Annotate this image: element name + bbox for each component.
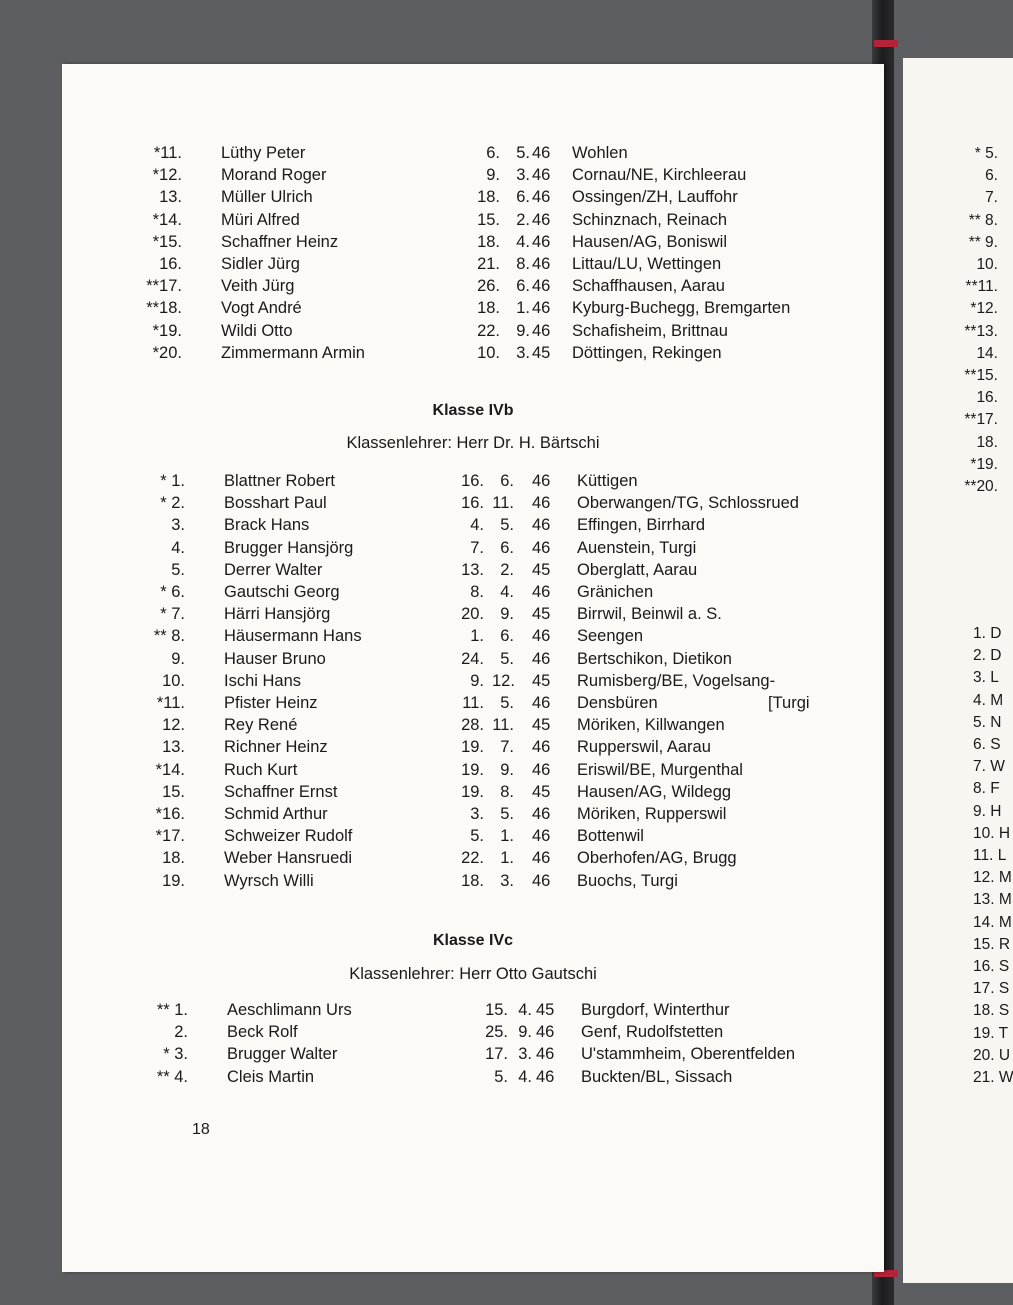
birth-year: 46 [532, 210, 551, 229]
student-name: Bosshart Paul [224, 494, 327, 513]
right-page-fragment: * 5. [974, 145, 998, 162]
birth-day: 13. [461, 560, 484, 579]
birth-year: 46 [532, 627, 551, 646]
student-name: Ruch Kurt [224, 760, 298, 779]
student-number: 5. [171, 560, 185, 579]
birth-day: 24. [461, 649, 484, 668]
student-name: Weber Hansruedi [224, 849, 353, 868]
right-page-fragment: 5. N [973, 713, 1002, 731]
student-number: *11. [153, 144, 182, 162]
student-name: Vogt André [221, 299, 302, 318]
birth-year: 45 [532, 716, 551, 735]
student-number: 13. [162, 738, 185, 757]
places: Densbüren [577, 694, 658, 712]
right-page-fragment: 21. W [973, 1069, 1013, 1086]
birth-month: 4. [500, 583, 514, 601]
birth-month: 5. [500, 694, 514, 712]
birth-day: 11. [462, 694, 484, 712]
student-number: * 7. [160, 605, 185, 624]
student-number: *15. [152, 232, 182, 251]
right-page-fragment: 6. S [973, 736, 1001, 753]
right-page-fragment: ** 9. [968, 233, 998, 251]
student-name: Brack Hans [224, 516, 310, 535]
places: Gränichen [577, 583, 654, 601]
student-name: Hauser Bruno [224, 649, 326, 668]
birth-month: 1. [500, 849, 514, 868]
birth-day: 9. [486, 166, 500, 185]
birth-month: 3. [516, 343, 530, 362]
birth-year: 46 [532, 516, 551, 535]
birth-year: 45 [532, 560, 551, 579]
birth-year: 46 [532, 760, 551, 779]
student-name: Veith Jürg [221, 277, 295, 296]
places: Seengen [577, 627, 644, 646]
birth-day: 18. [477, 232, 500, 251]
right-page-fragment: 10. [976, 256, 998, 273]
birth-day: 19. [461, 738, 484, 757]
right-page-fragment: 11. L [973, 847, 1007, 864]
right-page-fragment: 12. M [973, 869, 1012, 887]
right-page-fragment: **13. [964, 322, 998, 340]
places: Rupperswil, Aarau [577, 738, 711, 757]
page-number: 18 [192, 1121, 210, 1138]
left-page [62, 64, 884, 1272]
right-page-fragment: 2. D [973, 647, 1002, 665]
student-number: 19. [162, 871, 185, 890]
places: Möriken, Killwangen [577, 716, 725, 735]
birth-year: 46 [532, 299, 551, 318]
birth-month: 3. [516, 166, 530, 185]
birth-day: 6. [486, 144, 500, 162]
right-page-fragment: ** 8. [968, 211, 998, 229]
places: Buochs, Turgi [577, 871, 678, 890]
student-name: Pfister Heinz [224, 694, 318, 712]
student-number: 2. [174, 1023, 188, 1042]
right-page-fragment: 17. S [973, 980, 1010, 998]
places: Ossingen/ZH, Lauffohr [572, 188, 738, 207]
student-name: Aeschlimann Urs [227, 1001, 352, 1019]
birth-year: 46 [532, 649, 551, 668]
birth-year: 46 [532, 188, 551, 207]
birth-day: 3. [470, 805, 484, 823]
birth-year: 46 [532, 472, 551, 490]
places: Eriswil/BE, Murgenthal [577, 760, 743, 779]
student-number: 9. [171, 649, 185, 668]
student-number: *14. [155, 760, 185, 779]
birth-month: 4. [518, 1001, 532, 1019]
birth-year: 46 [532, 538, 551, 557]
student-number: * 3. [163, 1045, 188, 1064]
birth-year: 46 [532, 277, 551, 296]
right-page-fragment: 8. F [973, 780, 1000, 798]
student-number: *11. [156, 694, 185, 712]
places: Schafisheim, Brittnau [572, 321, 728, 340]
student-number: * 6. [160, 583, 185, 601]
birth-day: 16. [461, 494, 484, 513]
birth-year: 45 [532, 343, 551, 362]
right-page-fragment: 14. M [973, 913, 1012, 931]
birth-month: 1. [500, 827, 514, 846]
places: Oberhofen/AG, Brugg [577, 849, 737, 868]
birth-day: 10. [477, 343, 500, 362]
birth-month: 8. [500, 782, 514, 801]
section-title-ivc: Klasse IVc [432, 932, 514, 949]
student-number: *19. [152, 321, 182, 340]
places: Hausen/AG, Boniswil [572, 232, 727, 251]
birth-year: 46 [532, 871, 551, 890]
places: Auenstein, Turgi [577, 538, 697, 557]
birth-month: 6. [516, 277, 530, 296]
student-number: * 2. [160, 494, 185, 513]
student-name: Schmid Arthur [224, 805, 328, 823]
birth-month: 6. [500, 538, 514, 557]
student-name: Sidler Jürg [221, 255, 300, 273]
student-number: 4. [171, 538, 185, 557]
places: U'stammheim, Oberentfelden [581, 1045, 796, 1064]
teacher-line-ivb: Klassenlehrer: Herr Dr. H. Bärtschi [346, 434, 600, 452]
student-number: **18. [146, 299, 182, 318]
teacher-line-ivc: Klassenlehrer: Herr Otto Gautschi [349, 965, 597, 983]
right-page-fragment: 19. T [973, 1024, 1009, 1042]
birth-month: 2. [516, 210, 530, 229]
birth-day: 17. [485, 1045, 508, 1064]
birth-month: 6. [516, 188, 530, 207]
birth-day: 5. [470, 827, 484, 846]
places: Küttigen [577, 472, 638, 490]
birth-month: 11. [492, 716, 514, 735]
student-name: Ischi Hans [224, 671, 302, 690]
birth-day: 19. [461, 782, 484, 801]
birth-year: 45 [532, 782, 551, 801]
student-number: *17. [155, 827, 185, 846]
right-page-fragment: 3. L [973, 669, 999, 687]
birth-year: 45 [532, 671, 551, 690]
student-name: Cleis Martin [227, 1067, 315, 1086]
right-page-fragment: 9. H [973, 802, 1002, 820]
right-page-fragment: 15. R [973, 935, 1011, 953]
birth-month: 9. [500, 760, 514, 779]
student-number: ** 1. [156, 1001, 188, 1019]
birth-month: 8. [516, 255, 530, 273]
places: Birrwil, Beinwil a. S. [577, 605, 722, 624]
right-page-fragment: 18. S [973, 1002, 1010, 1020]
birth-day: 28. [461, 716, 484, 735]
places: Möriken, Rupperswil [577, 805, 727, 823]
birth-year: 46 [532, 321, 551, 340]
birth-day: 20. [461, 605, 484, 624]
birth-day: 18. [477, 188, 500, 207]
places: Oberwangen/TG, Schlossrued [577, 494, 799, 513]
student-number: 10. [162, 671, 185, 690]
right-page-fragment: 7. W [973, 758, 1005, 776]
birth-year: 46 [532, 827, 551, 846]
birth-month: 9. [518, 1023, 532, 1042]
student-number: *14. [152, 210, 182, 229]
right-page-fragment: **15. [964, 367, 998, 384]
student-name: Rey René [224, 716, 298, 735]
birth-month: 5. [500, 516, 514, 535]
places: Döttingen, Rekingen [572, 343, 722, 362]
student-number: 3. [171, 516, 185, 535]
birth-year: 46 [536, 1023, 555, 1042]
student-name: Wyrsch Willi [224, 871, 314, 890]
birth-day: 26. [477, 277, 500, 296]
right-page-fragment: 6. [985, 167, 998, 185]
birth-month: 5. [500, 805, 514, 823]
birth-year: 46 [532, 583, 551, 601]
birth-month: 3. [518, 1045, 532, 1064]
right-page-fragment: *19. [970, 455, 998, 473]
student-number: 18. [162, 849, 185, 868]
places: Schaffhausen, Aarau [572, 277, 725, 296]
right-page-fragment: 16. [976, 389, 998, 407]
right-page-fragment: 18. [976, 433, 998, 451]
birth-day: 9. [470, 671, 484, 690]
right-page-fragment: 1. D [973, 625, 1002, 642]
birth-day: 1. [470, 627, 484, 646]
birth-day: 5. [494, 1067, 508, 1086]
student-name: Müller Ulrich [221, 188, 313, 207]
birth-day: 7. [470, 538, 484, 557]
student-name: Zimmermann Armin [221, 343, 365, 362]
places: Burgdorf, Winterthur [581, 1001, 730, 1019]
birth-day: 18. [461, 871, 484, 890]
right-page-edge [903, 58, 1013, 1283]
birth-year: 46 [532, 805, 551, 823]
right-page-fragment: **20. [964, 478, 998, 495]
places: Wohlen [572, 144, 628, 162]
right-page-fragment: **17. [964, 411, 998, 429]
student-name: Schaffner Heinz [221, 232, 339, 251]
birth-month: 5. [500, 649, 514, 668]
student-name: Brugger Walter [227, 1045, 338, 1064]
student-name: Blattner Robert [224, 472, 335, 490]
birth-day: 19. [461, 760, 484, 779]
birth-year: 46 [532, 494, 551, 513]
student-name: Schaffner Ernst [224, 782, 338, 801]
student-name: Müri Alfred [221, 210, 300, 229]
birth-month: 7. [500, 738, 514, 757]
places: Rumisberg/BE, Vogelsang- [577, 671, 776, 690]
birth-month: 6. [500, 627, 514, 646]
birth-day: 22. [477, 321, 500, 340]
places: Hausen/AG, Wildegg [577, 782, 732, 801]
student-name: Wildi Otto [221, 321, 293, 340]
student-name: Morand Roger [221, 166, 327, 185]
places: Schinznach, Reinach [572, 210, 728, 229]
birth-month: 6. [500, 472, 514, 490]
student-name: Gautschi Georg [224, 583, 340, 601]
birth-month: 1. [516, 299, 530, 318]
birth-day: 15. [477, 210, 500, 229]
student-name: Härri Hansjörg [224, 605, 331, 624]
student-name: Derrer Walter [224, 560, 323, 579]
student-number: *20. [152, 343, 182, 362]
birth-month: 2. [500, 560, 514, 579]
birth-day: 15. [485, 1001, 508, 1019]
right-page-fragment: 13. M [973, 891, 1012, 909]
student-name: Brugger Hansjörg [224, 538, 354, 557]
birth-month: 4. [516, 232, 530, 251]
birth-day: 16. [461, 472, 484, 490]
right-page-fragment: 7. [985, 189, 998, 207]
right-page-fragment: *12. [970, 300, 998, 318]
birth-year: 46 [532, 232, 551, 251]
birth-month: 3. [500, 871, 514, 890]
birth-month: 5. [516, 144, 530, 162]
right-page-fragment: 16. S [973, 958, 1010, 975]
places: Littau/LU, Wettingen [572, 255, 722, 273]
birth-day: 21. [477, 255, 500, 273]
spine-bookmark-band [874, 40, 898, 47]
student-name: Häusermann Hans [224, 627, 362, 646]
birth-day: 25. [485, 1023, 508, 1042]
student-name: Schweizer Rudolf [224, 827, 353, 846]
section-title-ivb: Klasse IVb [432, 402, 514, 419]
birth-year: 45 [536, 1001, 555, 1019]
student-number: 15. [162, 782, 185, 801]
birth-month: 11. [492, 494, 514, 513]
student-number: * 1. [160, 472, 185, 490]
places: Buckten/BL, Sissach [581, 1067, 733, 1086]
student-number: 16. [159, 255, 182, 273]
student-name: Beck Rolf [227, 1023, 298, 1042]
student-name: Richner Heinz [224, 738, 328, 757]
birth-day: 18. [477, 299, 500, 318]
birth-month: 9. [500, 605, 514, 624]
student-number: ** 8. [153, 627, 185, 646]
places: Genf, Rudolfstetten [581, 1023, 724, 1042]
student-number: *12. [152, 166, 182, 185]
places-continuation: [Turgi [768, 694, 810, 712]
student-number: 12. [162, 716, 185, 735]
birth-day: 22. [461, 849, 484, 868]
birth-month: 9. [516, 321, 530, 340]
places: Cornau/NE, Kirchleerau [572, 166, 747, 185]
places: Oberglatt, Aarau [577, 560, 698, 579]
places: Kyburg-Buchegg, Bremgarten [572, 299, 791, 318]
right-page-fragment: **11. [965, 278, 998, 296]
birth-year: 46 [536, 1045, 555, 1064]
birth-year: 46 [532, 694, 551, 712]
right-page-fragment: 4. M [973, 691, 1004, 709]
birth-month: 12. [492, 671, 515, 690]
birth-day: 8. [470, 583, 484, 601]
student-number: **17. [146, 277, 182, 296]
student-number: 13. [159, 188, 182, 207]
birth-day: 4. [470, 516, 484, 535]
right-page-fragment: 14. [976, 344, 998, 362]
birth-year: 46 [532, 849, 551, 868]
right-page-fragment: 20. U [973, 1046, 1011, 1064]
birth-month: 4. [518, 1067, 532, 1086]
birth-year: 46 [532, 166, 551, 185]
student-number: ** 4. [156, 1067, 188, 1086]
places: Effingen, Birrhard [577, 516, 706, 535]
birth-year: 46 [532, 255, 551, 273]
birth-year: 45 [532, 605, 551, 624]
places: Bertschikon, Dietikon [577, 649, 732, 668]
student-number: *16. [155, 805, 185, 823]
right-page-fragment: 10. H [973, 824, 1011, 842]
student-name: Lüthy Peter [221, 144, 306, 162]
birth-year: 46 [532, 144, 551, 162]
birth-year: 46 [532, 738, 551, 757]
places: Bottenwil [577, 827, 644, 846]
birth-year: 46 [536, 1067, 555, 1086]
